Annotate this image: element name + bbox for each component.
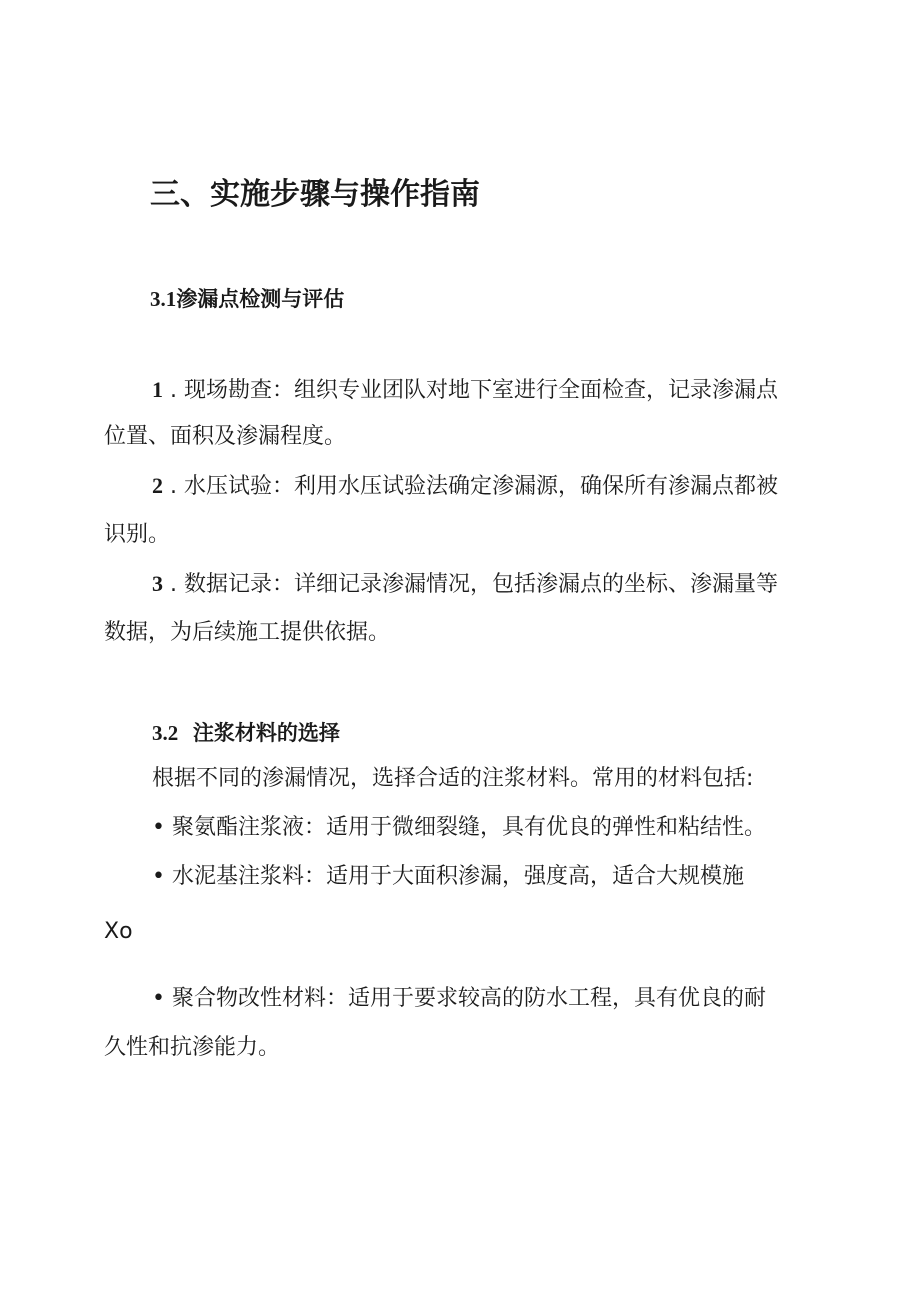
section-heading-3-2 (152, 717, 340, 747)
item-number: 3 (152, 571, 163, 596)
bullet-item: • 聚合物改性材料：适用于要求较高的防水工程，具有优良的耐 (152, 986, 766, 1011)
item-number: 1 (152, 377, 163, 402)
bullet-item: • 聚氨酯注浆液：适用于微细裂缝，具有优良的弹性和粘结性。 (152, 815, 766, 840)
list-item (152, 377, 778, 404)
list-item-continuation: 数据，为后续施工提供依据。 (104, 620, 391, 645)
section-number: 3.1 (150, 287, 177, 311)
list-item (152, 571, 778, 598)
item-text: . 水压试验：利用水压试验法确定渗漏源，确保所有渗漏点都被 (170, 474, 778, 499)
item-number: 2 (152, 473, 163, 498)
section-number: 3.2 (152, 721, 179, 745)
section-intro: 根据不同的渗漏情况，选择合适的注浆材料。常用的材料包括: (152, 766, 754, 791)
section-title: 注浆材料的选择 (192, 721, 340, 745)
list-item (152, 473, 778, 500)
section-title: 渗漏点检测与评估 (176, 287, 345, 311)
section-heading-3-1 (150, 283, 344, 313)
bullet-item-continuation: Xo (104, 919, 133, 944)
bullet-item-continuation: 久性和抗渗能力。 (104, 1035, 281, 1060)
list-item-continuation: 识别。 (104, 522, 171, 547)
page-title: 三、实施步骤与操作指南 (150, 177, 480, 212)
bullet-item: • 水泥基注浆料：适用于大面积渗漏，强度高，适合大规模施 (152, 864, 744, 889)
item-text: . 现场勘查：组织专业团队对地下室进行全面检查，记录渗漏点 (170, 378, 778, 403)
list-item-continuation: 位置、面积及渗漏程度。 (104, 424, 347, 449)
item-text: . 数据记录：详细记录渗漏情况，包括渗漏点的坐标、渗漏量等 (170, 572, 778, 597)
